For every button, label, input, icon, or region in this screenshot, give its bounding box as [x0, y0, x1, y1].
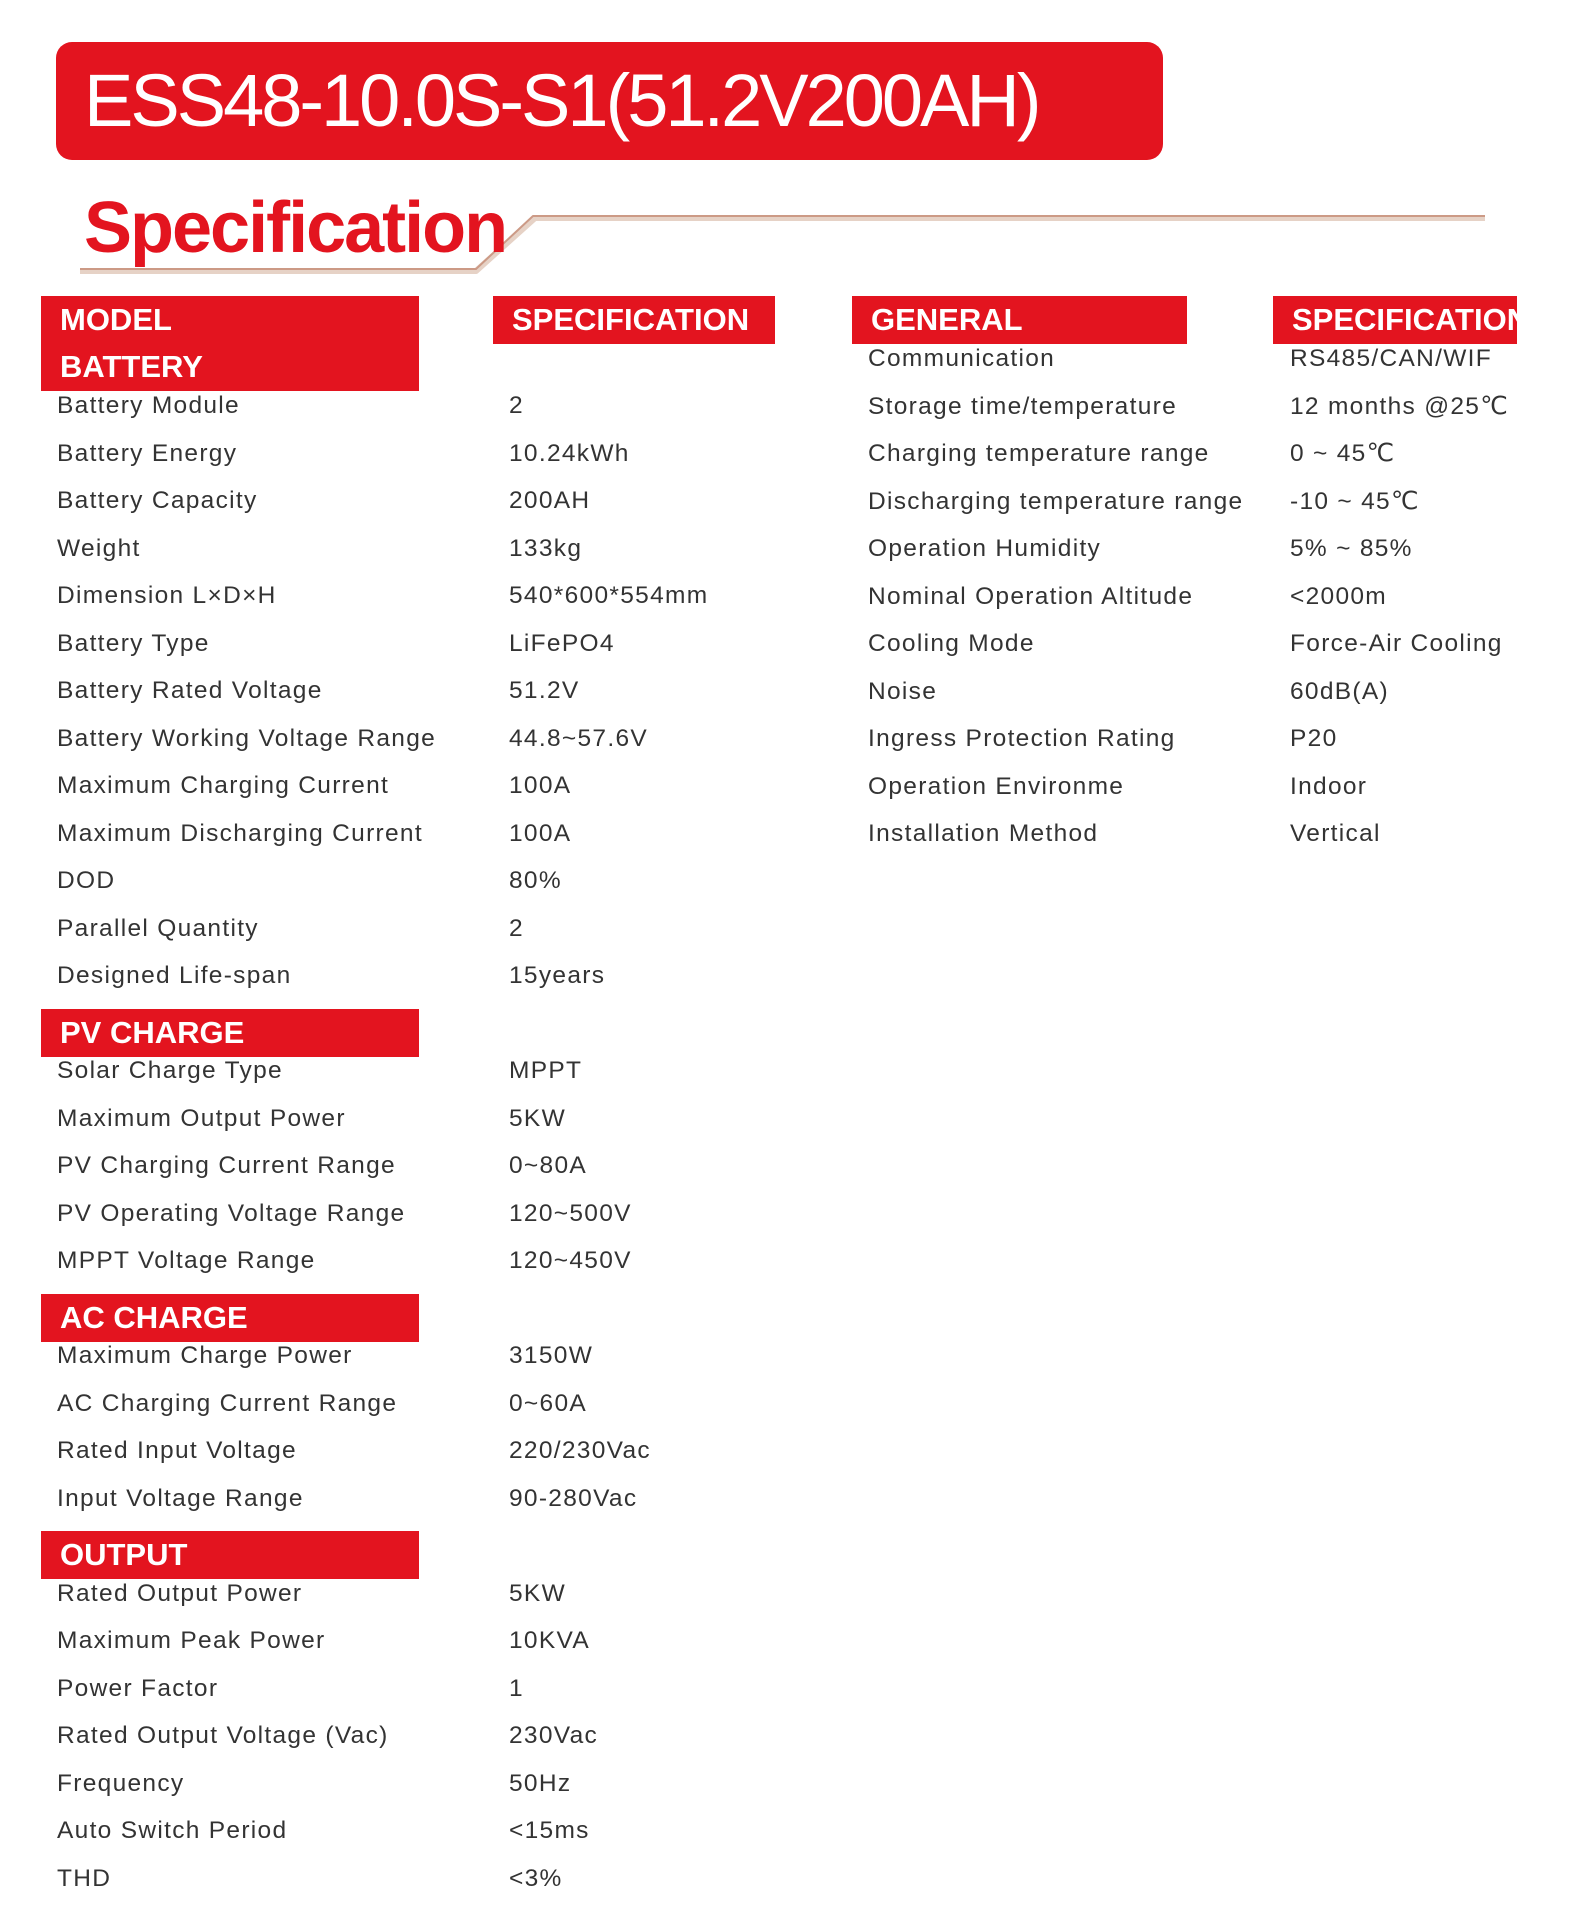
spec-label: DOD	[57, 867, 116, 894]
spec-value: 50Hz	[509, 1769, 572, 1797]
spec-value: 3150W	[509, 1342, 594, 1369]
spec-label: Solar Charge Type	[57, 1057, 283, 1084]
spec-label: Rated Output Power	[57, 1579, 303, 1607]
spec-value: 44.8~57.6V	[509, 724, 649, 752]
spec-label: Auto Switch Period	[57, 1817, 288, 1844]
general-label: Communication	[868, 345, 1056, 372]
section-header-pv-charge: PV CHARGE	[41, 1009, 419, 1057]
spec-value: 10.24kWh	[509, 439, 630, 467]
spec-value: 200AH	[509, 487, 591, 514]
section-header-ac-charge: AC CHARGE	[41, 1294, 419, 1342]
spec-label: Maximum Charging Current	[57, 772, 390, 799]
spec-value: 0~80A	[509, 1152, 588, 1179]
spec-value: 100A	[509, 819, 572, 847]
spec-label: Dimension L×D×H	[57, 582, 277, 609]
spec-value: 230Vac	[509, 1722, 599, 1749]
spec-label: Maximum Output Power	[57, 1104, 346, 1132]
general-label: Installation Method	[868, 820, 1099, 847]
spec-label: Maximum Discharging Current	[57, 819, 423, 847]
spec-label: Maximum Charge Power	[57, 1342, 353, 1369]
spec-label: AC Charging Current Range	[57, 1389, 398, 1417]
general-label: Operation Environme	[868, 772, 1125, 800]
spec-label: PV Charging Current Range	[57, 1152, 396, 1179]
spec-value: 2	[509, 392, 524, 419]
spec-value: 2	[509, 914, 524, 942]
spec-label: Battery Energy	[57, 439, 238, 467]
spec-label: Maximum Peak Power	[57, 1627, 326, 1654]
spec-label: Weight	[57, 534, 141, 562]
header-specification-right: SPECIFICATION	[1273, 296, 1517, 344]
spec-label: Battery Module	[57, 392, 240, 419]
general-value: P20	[1290, 725, 1338, 752]
general-value: 12 months @25℃	[1290, 392, 1510, 420]
spec-label: Parallel Quantity	[57, 914, 259, 942]
spec-value: 133kg	[509, 534, 583, 562]
general-label: Cooling Mode	[868, 630, 1035, 657]
header-model-battery	[41, 296, 419, 391]
general-label: Operation Humidity	[868, 535, 1102, 562]
spec-value: <15ms	[509, 1817, 590, 1844]
general-value: Vertical	[1290, 820, 1381, 847]
spec-label: THD	[57, 1864, 112, 1892]
spec-value: 0~60A	[509, 1389, 588, 1417]
spec-value: LiFePO4	[509, 629, 615, 657]
spec-value: 15years	[509, 962, 606, 989]
general-value: 0 ~ 45℃	[1290, 440, 1396, 467]
section-header-output: OUTPUT	[41, 1531, 419, 1579]
general-value: Indoor	[1290, 772, 1368, 800]
general-label: Noise	[868, 677, 938, 705]
general-value: 60dB(A)	[1290, 677, 1389, 705]
specification-heading: Specification	[84, 188, 507, 268]
spec-value: 120~500V	[509, 1199, 632, 1227]
general-label: Discharging temperature range	[868, 487, 1244, 515]
general-value: Force-Air Cooling	[1290, 630, 1503, 657]
spec-label: PV Operating Voltage Range	[57, 1199, 406, 1227]
spec-value: 10KVA	[509, 1627, 590, 1654]
spec-value: 1	[509, 1674, 524, 1702]
spec-value: 5KW	[509, 1104, 566, 1132]
spec-value: <3%	[509, 1864, 563, 1892]
spec-value: 51.2V	[509, 677, 580, 704]
header-specification-left: SPECIFICATION	[493, 296, 775, 344]
spec-value: 220/230Vac	[509, 1437, 651, 1464]
spec-label: Battery Type	[57, 629, 210, 657]
spec-label: Input Voltage Range	[57, 1484, 304, 1512]
header-general: GENERAL	[852, 296, 1187, 344]
spec-value: 540*600*554mm	[509, 582, 709, 609]
general-value: RS485/CAN/WIF	[1290, 345, 1493, 372]
spec-label: Rated Input Voltage	[57, 1437, 297, 1464]
general-value: -10 ~ 45℃	[1290, 487, 1420, 515]
product-title: ESS48-10.0S-S1(51.2V200AH)	[84, 59, 1039, 142]
spec-label: Power Factor	[57, 1674, 219, 1702]
general-value: 5% ~ 85%	[1290, 535, 1413, 562]
general-label: Ingress Protection Rating	[868, 725, 1176, 752]
spec-value: 5KW	[509, 1579, 566, 1607]
spec-value: 120~450V	[509, 1247, 632, 1274]
spec-label: Frequency	[57, 1769, 185, 1797]
spec-value: MPPT	[509, 1057, 583, 1084]
general-label: Storage time/temperature	[868, 392, 1178, 420]
header-battery-label: BATTERY	[60, 349, 203, 384]
spec-value: 100A	[509, 772, 572, 799]
spec-label: Rated Output Voltage (Vac)	[57, 1722, 389, 1749]
spec-label: Battery Working Voltage Range	[57, 724, 437, 752]
header-model-label: MODEL	[60, 302, 172, 337]
spec-value: 90-280Vac	[509, 1484, 638, 1512]
general-label: Nominal Operation Altitude	[868, 582, 1194, 610]
spec-value: 80%	[509, 867, 562, 894]
spec-label: MPPT Voltage Range	[57, 1247, 316, 1274]
general-label: Charging temperature range	[868, 440, 1210, 467]
general-value: <2000m	[1290, 582, 1388, 610]
spec-label: Battery Rated Voltage	[57, 677, 323, 704]
spec-label: Battery Capacity	[57, 487, 258, 514]
spec-label: Designed Life-span	[57, 962, 292, 989]
